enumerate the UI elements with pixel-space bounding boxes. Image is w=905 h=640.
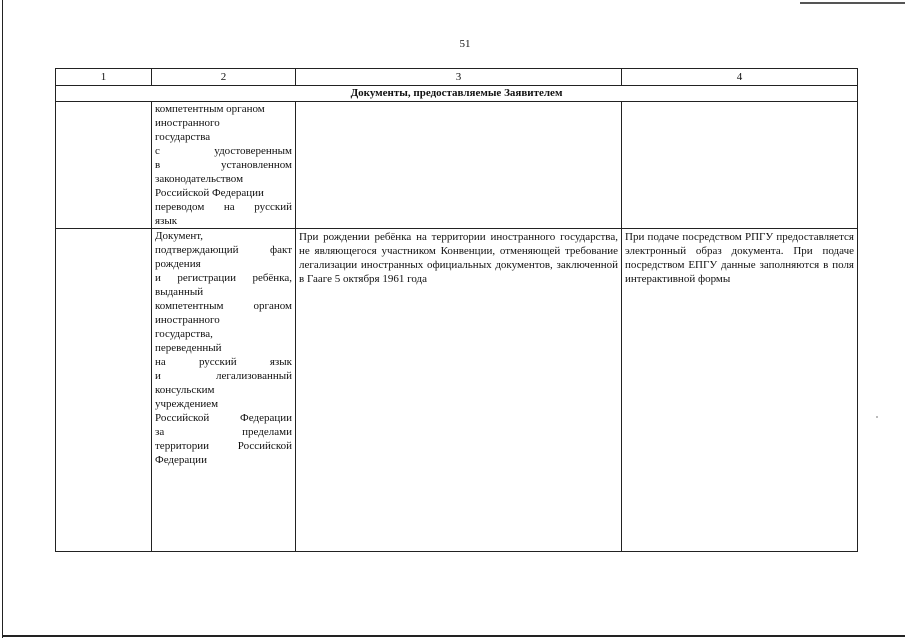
table-row: [56, 229, 858, 552]
text-line: в установленном: [155, 159, 292, 171]
column-header-3: 3: [296, 69, 622, 86]
text-line: Документ,: [155, 230, 204, 242]
continued-row-col4: [622, 102, 858, 229]
text-line: компетентным органом: [155, 103, 265, 115]
scan-edge-left: [2, 0, 3, 638]
text-line: подтверждающий факт: [155, 244, 292, 256]
text-line: язык: [155, 215, 178, 227]
column-header-2: 2: [152, 69, 296, 86]
text-line: компетентным органом: [155, 300, 292, 312]
continued-row-col1: [56, 102, 152, 229]
text-line: государства,: [155, 328, 213, 340]
text-line: консульским: [155, 384, 215, 396]
text-line: законодательством: [155, 173, 244, 185]
main-row-col4: При подаче посредством РПГУ предоставляется электронный образ документа. При подаче посредством ЕПГУ данные заполняются в поля интерактивной формы: [622, 229, 858, 552]
text-line: иностранного: [155, 314, 220, 326]
continued-row-col2: [152, 102, 296, 229]
text-line: с удостоверенным: [155, 145, 292, 157]
table-header-row: [56, 69, 858, 86]
text-line: выданный: [155, 286, 204, 298]
text-line: переведенный: [155, 342, 222, 354]
main-row-col1: [56, 229, 152, 552]
text-line: Российской Федерации: [155, 187, 264, 199]
text-line: переводом на русский: [155, 201, 292, 213]
documents-table: [55, 68, 858, 552]
text-line: на русский язык: [155, 356, 292, 368]
page-number: 51: [459, 38, 471, 50]
text-line: и регистрации ребёнка,: [155, 272, 292, 284]
section-row: [56, 86, 858, 102]
text-line: Российской Федерации: [155, 412, 292, 424]
text-line: за пределами: [155, 426, 292, 438]
text-line: Федерации: [155, 454, 207, 466]
scan-edge-bottom: [2, 635, 905, 637]
section-title: Документы, предоставляемые Заявителем: [56, 86, 858, 102]
scan-speck: [876, 416, 878, 418]
text-line: иностранного: [155, 117, 220, 129]
table-row: [56, 102, 858, 229]
main-row-col2: [152, 229, 296, 552]
continued-row-col3: [296, 102, 622, 229]
text-line: территории Российской: [155, 440, 292, 452]
column-header-1: 1: [56, 69, 152, 86]
main-row-col3: При рождении ребёнка на территории иностранного государства, не являющегося участником Конвенции, отменяющей требование легализации иностранных официальных документов, заключенной в Гааге 5 октября 1961 года: [296, 229, 622, 552]
text-line: учреждением: [155, 398, 219, 410]
text-line: рождения: [155, 258, 201, 270]
text-line: и легализованный: [155, 370, 292, 382]
scan-edge-top-right: [800, 2, 905, 4]
column-header-4: 4: [622, 69, 858, 86]
text-line: государства: [155, 131, 211, 143]
